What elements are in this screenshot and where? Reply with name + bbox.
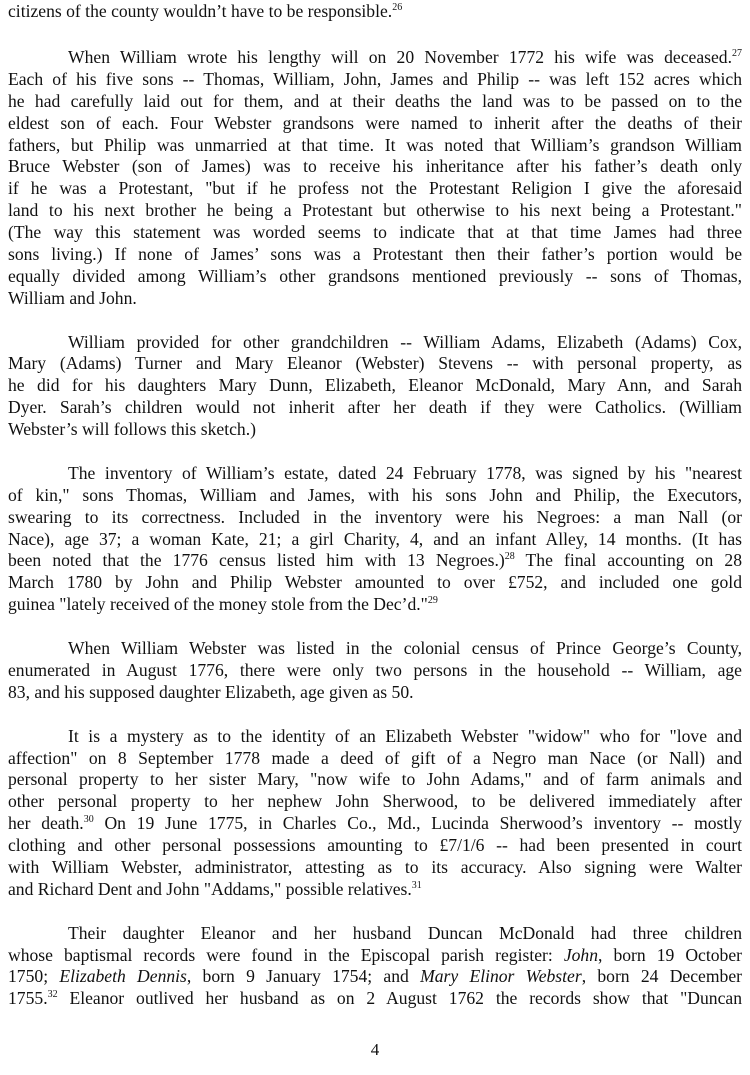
- text-segment: he did for his daughters Mary Dunn, Elizabeth, Eleanor McDonald, Mary Ann, and Sarah: [8, 375, 742, 396]
- paragraph: [8, 1, 742, 23]
- text-line: [8, 660, 742, 682]
- paragraph: [8, 923, 742, 1011]
- text-segment: Bruce Webster (son of James) was to receive his inheritance after his father’s death only: [8, 156, 742, 177]
- body-text: [8, 47, 742, 1032]
- text-segment: eldest son of each. Four Webster grandsons were named to inherit after the deaths of their: [8, 112, 742, 133]
- text-segment: 1750;: [8, 966, 60, 987]
- text-line: [8, 353, 742, 375]
- text-segment: affection" on 8 September 1778 made a deed of gift of a Negro man Nace (or Nall) and: [8, 747, 742, 768]
- text-segment: The inventory of William’s estate, dated 24 February 1778, was signed by his "nearest: [68, 462, 742, 483]
- text-line: [8, 988, 742, 1010]
- text-segment: he had carefully laid out for them, and at their deaths the land was to be passed on to the: [8, 90, 742, 111]
- text-segment: Webster’s will follows this sketch.): [8, 419, 256, 440]
- text-segment: On 19 June 1775, in Charles Co., Md., Lucinda Sherwood’s inventory -- mostly: [93, 813, 742, 834]
- text-line: [8, 222, 742, 244]
- text-segment: It is a mystery as to the identity of an Elizabeth Webster "widow" who for "love and: [68, 725, 742, 746]
- text-segment: When William wrote his lengthy will on 20 November 1772 his wife was deceased.: [68, 47, 732, 67]
- text-segment: whose baptismal records were found in the Episcopal parish register:: [8, 944, 564, 965]
- text-segment: Dyer. Sarah’s children would not inherit after her death if they were Catholics. (William: [8, 397, 742, 418]
- text-segment: 83, and his supposed daughter Elizabeth, age given as 50.: [8, 681, 414, 702]
- text-line: [8, 463, 742, 485]
- text-segment: with William Webster, administrator, attesting as to its accuracy. Also signing were Walter: [8, 856, 742, 877]
- text-line: [8, 726, 742, 748]
- text-line: [8, 791, 742, 813]
- text-segment: William and John.: [8, 287, 137, 308]
- text-segment: been noted that the 1776 census listed him with 13 Negroes.): [8, 550, 505, 571]
- text-segment: clothing and other personal possessions amounting to £7/1/6 -- had been presented in court: [8, 835, 742, 856]
- text-line: [8, 113, 742, 135]
- text-line: [8, 857, 742, 879]
- text-line: [8, 332, 742, 354]
- italic-name: Mary Elinor Webster: [420, 966, 582, 987]
- text-line: [8, 923, 742, 945]
- text-segment: land to his next brother he being a Protestant but otherwise to his next being a Protestant.": [8, 200, 742, 221]
- text-segment: Their daughter Eleanor and her husband Duncan McDonald had three children: [68, 922, 742, 943]
- footnote-marker: 28: [504, 551, 515, 563]
- text-line: [8, 1, 742, 23]
- paragraph: [8, 47, 742, 310]
- text-line: [8, 835, 742, 857]
- paragraph: [8, 332, 742, 441]
- text-segment: , born 24 December: [581, 966, 742, 987]
- footnote-marker: 31: [411, 879, 422, 891]
- text-line: [8, 397, 742, 419]
- text-segment: When William Webster was listed in the colonial census of Prince George’s County,: [68, 638, 742, 659]
- italic-name: John: [563, 944, 599, 965]
- footnote-marker: 32: [47, 989, 58, 1001]
- page-number: 4: [370, 1040, 380, 1059]
- text-line: [8, 945, 742, 967]
- text-segment: 1755.: [8, 988, 48, 1009]
- text-segment: Mary (Adams) Turner and Mary Eleanor (Webster) Stevens -- with personal property, as: [8, 353, 742, 374]
- text-segment: swearing to its correctness. Included in the inventory were his Negroes: a man Nall (or: [8, 506, 742, 527]
- text-line: [8, 966, 742, 988]
- text-line: [8, 178, 742, 200]
- text-segment: The final accounting on 28: [514, 550, 742, 571]
- text-line: [8, 91, 742, 113]
- footnote-marker: 29: [427, 595, 438, 607]
- opening-line: [8, 1, 742, 45]
- text-segment: fathers, but Philip was unmarried at that time. It was noted that William’s grandson William: [8, 134, 742, 155]
- text-segment: equally divided among William’s other grandsons mentioned previously -- sons of Thomas,: [8, 265, 742, 286]
- text-line: [8, 200, 742, 222]
- text-segment: March 1780 by John and Philip Webster amounted to over £752, and included one gold: [8, 572, 742, 593]
- italic-name: Elizabeth Dennis: [59, 966, 187, 987]
- text-line: [8, 266, 742, 288]
- text-line: [8, 135, 742, 157]
- text-line: [8, 594, 742, 616]
- text-line: [8, 47, 742, 69]
- text-line: [8, 748, 742, 770]
- text-line: [8, 485, 742, 507]
- text-segment: citizens of the county wouldn’t have to be responsible.: [8, 1, 393, 21]
- text-segment: (The way this statement was worded seems to indicate that at that time James had three: [8, 222, 742, 243]
- text-line: [8, 879, 742, 901]
- footnote-marker: 27: [732, 48, 742, 59]
- text-line: [8, 550, 742, 572]
- text-line: [8, 156, 742, 178]
- text-line: [8, 638, 742, 660]
- paragraph: [8, 463, 742, 616]
- text-segment: Nace), age 37; a woman Kate, 21; a girl Charity, 4, and an infant Alley, 14 months. (It has: [8, 528, 742, 549]
- text-line: [8, 529, 742, 551]
- text-segment: Eleanor outlived her husband as on 2 August 1762 the records show that "Duncan: [57, 988, 742, 1009]
- paragraph: [8, 638, 742, 704]
- text-line: [8, 769, 742, 791]
- text-segment: enumerated in August 1776, there were only two persons in the household -- William, age: [8, 659, 742, 680]
- footnote-marker: 30: [83, 814, 94, 826]
- text-line: [8, 288, 742, 310]
- paragraph: [8, 726, 742, 901]
- text-line: [8, 507, 742, 529]
- text-line: [8, 682, 742, 704]
- text-line: [8, 813, 742, 835]
- text-segment: guinea "lately received of the money stole from the Dec’d.": [8, 594, 428, 615]
- text-segment: of kin," sons Thomas, William and James, with his sons John and Philip, the Executors,: [8, 484, 742, 505]
- text-segment: sons living.) If none of James’ sons was a Protestant then their father’s portion would be: [8, 244, 742, 265]
- text-segment: other personal property to her nephew John Sherwood, to be delivered immediately after: [8, 791, 742, 812]
- text-segment: William provided for other grandchildren -- William Adams, Elizabeth (Adams) Cox,: [68, 331, 742, 352]
- text-segment: if he was a Protestant, "but if he profess not the Protestant Religion I give the aforesaid: [8, 178, 742, 199]
- text-line: [8, 69, 742, 91]
- text-segment: , born 9 January 1754; and: [186, 966, 421, 987]
- text-segment: her death.: [8, 813, 84, 834]
- text-segment: , born 19 October: [598, 944, 742, 965]
- footnote-marker: 26: [392, 2, 403, 13]
- text-segment: Each of his five sons -- Thomas, William, John, James and Philip -- was left 152 acres which: [8, 68, 742, 89]
- text-line: [8, 419, 742, 441]
- text-line: [8, 572, 742, 594]
- text-line: [8, 244, 742, 266]
- text-line: [8, 375, 742, 397]
- text-segment: and Richard Dent and John "Addams," possible relatives.: [8, 878, 412, 899]
- text-segment: personal property to her sister Mary, "now wife to John Adams," and of farm animals and: [8, 769, 742, 790]
